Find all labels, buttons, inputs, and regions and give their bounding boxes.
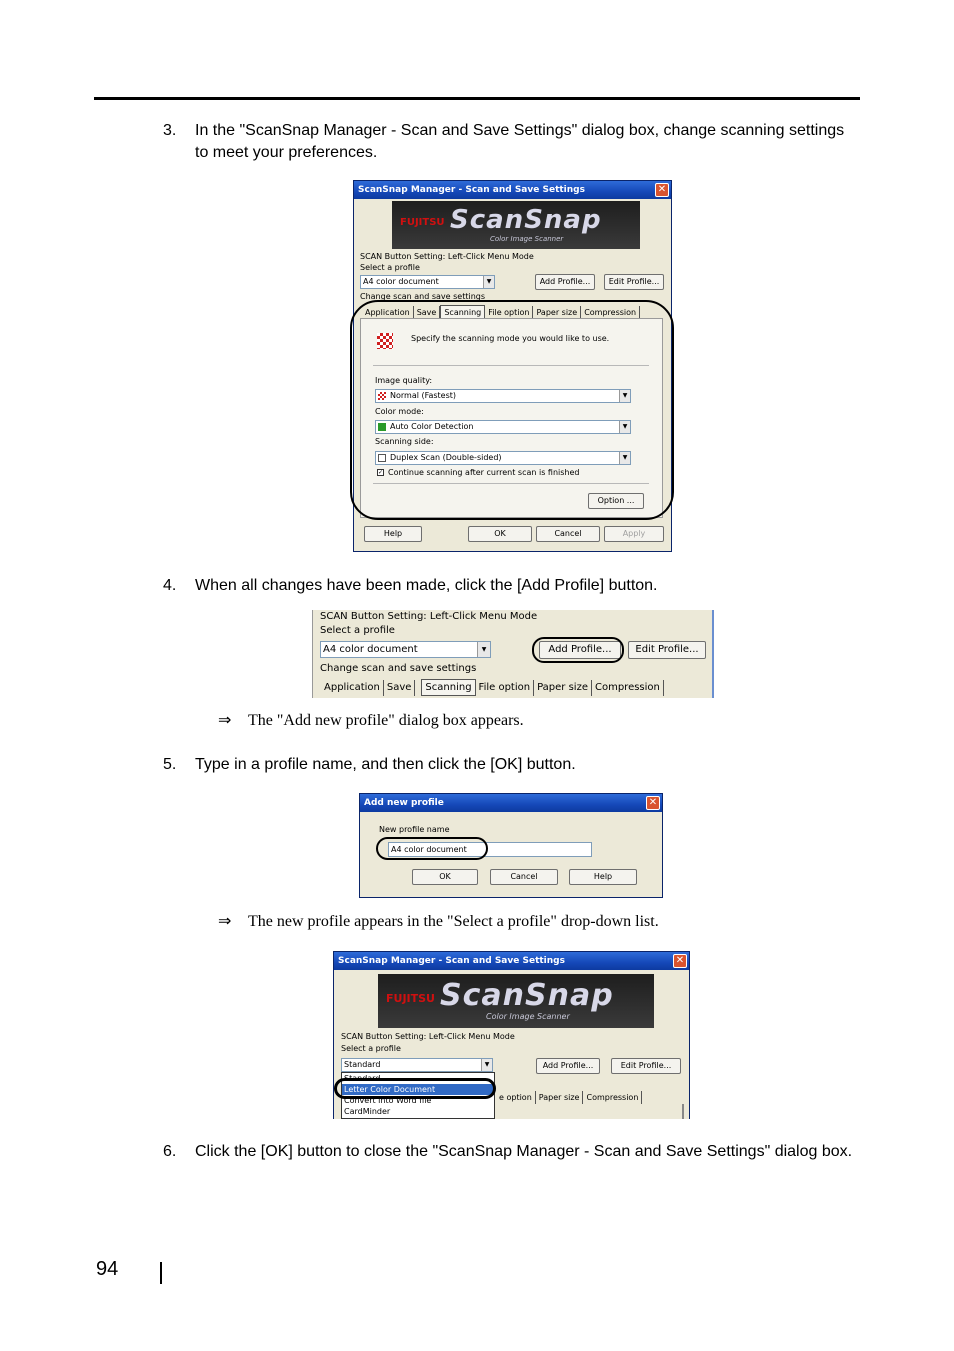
window-title: ScanSnap Manager - Scan and Save Settings [358, 185, 585, 195]
chevron-down-icon[interactable]: ▼ [619, 421, 630, 433]
tab-paper-size[interactable]: Paper size [534, 680, 592, 696]
logo-brand: FUJITSU [386, 992, 435, 1005]
tab-file-option[interactable]: File option [476, 680, 535, 696]
profile-select[interactable] [341, 1058, 493, 1072]
arrow-icon: ⇒ [218, 913, 232, 930]
step-number: 6. [163, 1143, 177, 1160]
title-bar [334, 952, 689, 970]
tab-file-option[interactable]: File option [485, 306, 533, 319]
top-rule [94, 97, 860, 100]
profile-select[interactable] [320, 641, 491, 658]
chevron-down-icon[interactable]: ▼ [619, 390, 630, 402]
color-mode-value: Auto Color Detection [390, 422, 474, 431]
arrow-icon: ⇒ [218, 712, 232, 729]
list-item[interactable]: CardMinder [344, 1107, 391, 1116]
edit-profile-button[interactable]: Edit Profile... [628, 641, 706, 659]
option-button[interactable]: Option ... [588, 493, 644, 509]
result-5 [218, 912, 659, 932]
list-item[interactable]: Standard [344, 1074, 381, 1083]
result-4 [218, 711, 524, 731]
chevron-down-icon[interactable]: ▼ [481, 1059, 492, 1071]
step-3 [163, 120, 853, 166]
tab-save[interactable]: Save [414, 306, 441, 319]
select-profile-label: Select a profile [360, 263, 420, 272]
step-number: 4. [163, 577, 177, 594]
scanning-side-label: Scanning side: [375, 437, 434, 446]
list-item[interactable]: Letter Color Document [342, 1084, 494, 1095]
result-text: The "Add new profile" dialog box appears. [248, 712, 524, 729]
highlight-ring [532, 637, 624, 663]
step-4 [163, 575, 853, 597]
title-bar [360, 794, 662, 812]
color-mode-label: Color mode: [375, 407, 424, 416]
page-number-bar [160, 1262, 162, 1284]
mode-label: SCAN Button Setting: Left-Click Menu Mode [341, 1032, 515, 1041]
step-number: 3. [163, 122, 177, 139]
tab-application[interactable]: Application [362, 306, 414, 319]
tab-paper-size[interactable]: Paper size [536, 1091, 584, 1104]
result-text: The new profile appears in the "Select a profile" drop-down list. [248, 913, 659, 930]
add-profile-button[interactable]: Add Profile... [535, 274, 595, 290]
image-quality-value: Normal (Fastest) [390, 391, 457, 400]
step-text: In the "ScanSnap Manager - Scan and Save Settings" dialog box, change scanning settings to meet your preferences. [195, 122, 845, 161]
step-number: 5. [163, 756, 177, 773]
help-button[interactable]: Help [569, 869, 637, 885]
tab-compression[interactable]: Compression [581, 306, 640, 319]
scansnap-logo [378, 974, 654, 1028]
close-icon[interactable]: ✕ [655, 183, 669, 197]
logo-name: ScanSnap [450, 205, 602, 235]
scanning-side-value: Duplex Scan (Double-sided) [390, 453, 502, 462]
step-text: When all changes have been made, click the [Add Profile] button. [195, 577, 658, 594]
scansnap-logo [392, 201, 640, 249]
mode-label: SCAN Button Setting: Left-Click Menu Mode [360, 252, 534, 261]
add-profile-button[interactable]: Add Profile... [536, 1058, 600, 1074]
cancel-button[interactable]: Cancel [490, 869, 558, 885]
mode-label: SCAN Button Setting: Left-Click Menu Mode [320, 611, 538, 622]
ok-button[interactable]: OK [412, 869, 478, 885]
settings-tabs [321, 679, 664, 696]
change-settings-label: Change scan and save settings [360, 292, 486, 301]
highlight-ring [334, 1078, 496, 1099]
step-5 [163, 754, 853, 776]
help-button[interactable]: Help [364, 526, 422, 542]
close-icon[interactable]: ✕ [646, 796, 660, 810]
step-text: Click the [OK] button to close the "ScanSnap Manager - Scan and Save Settings" dialog box. [195, 1143, 853, 1160]
tab-scanning[interactable]: Scanning [440, 305, 485, 320]
edit-profile-button[interactable]: Edit Profile... [604, 274, 664, 290]
select-profile-label: Select a profile [341, 1044, 401, 1053]
window-title: ScanSnap Manager - Scan and Save Settings [338, 956, 565, 966]
step-6 [163, 1141, 853, 1187]
add-profile-button[interactable]: Add Profile... [539, 641, 621, 659]
profile-select[interactable] [360, 275, 495, 289]
chevron-down-icon[interactable]: ▼ [477, 642, 490, 657]
scanning-hint: Specify the scanning mode you would like to use. [411, 334, 610, 343]
tab-scanning[interactable]: Scanning [421, 679, 475, 696]
profile-value: Standard [344, 1060, 381, 1069]
close-icon[interactable]: ✕ [673, 954, 687, 968]
page-number: 94 [96, 1258, 119, 1280]
logo-name: ScanSnap [440, 978, 614, 1013]
tab-compression[interactable]: Compression [583, 1091, 642, 1104]
settings-tabs [496, 1091, 642, 1105]
logo-subtitle: Color Image Scanner [486, 1012, 570, 1021]
profile-name-label: New profile name [379, 825, 450, 834]
cancel-button[interactable]: Cancel [536, 526, 600, 542]
tab-compression[interactable]: Compression [592, 680, 664, 696]
profile-name-input[interactable]: A4 color document [388, 842, 592, 857]
logo-brand: FUJITSU [400, 217, 445, 228]
highlight-ring [376, 837, 488, 860]
tab-paper-size[interactable]: Paper size [533, 306, 581, 319]
ok-button[interactable]: OK [468, 526, 532, 542]
profile-section-crop [312, 610, 714, 698]
continue-checkbox[interactable]: ✓ [378, 469, 384, 476]
scrollbar-edge [682, 1104, 684, 1119]
highlight-ring [350, 300, 674, 520]
apply-button[interactable]: Apply [604, 526, 664, 542]
chevron-down-icon[interactable]: ▼ [483, 276, 494, 288]
continue-label: Continue scanning after current scan is finished [388, 468, 580, 477]
tab-save[interactable]: Save [384, 680, 416, 696]
list-item[interactable]: Convert into Word file [344, 1096, 432, 1105]
profile-value: A4 color document [363, 277, 439, 286]
window-title: Add new profile [364, 798, 444, 808]
select-profile-label: Select a profile [320, 625, 395, 636]
change-settings-label: Change scan and save settings [320, 663, 477, 674]
tab-application[interactable]: Application [321, 680, 384, 696]
profile-value: A4 color document [323, 644, 418, 655]
edit-profile-button[interactable]: Edit Profile... [611, 1058, 681, 1074]
image-quality-label: Image quality: [375, 376, 433, 385]
step-text: Type in a profile name, and then click the [OK] button. [195, 756, 576, 773]
logo-subtitle: Color Image Scanner [490, 235, 564, 243]
tab-file-option[interactable]: e option [496, 1091, 536, 1104]
chevron-down-icon[interactable]: ▼ [619, 452, 630, 464]
title-bar [354, 181, 671, 199]
